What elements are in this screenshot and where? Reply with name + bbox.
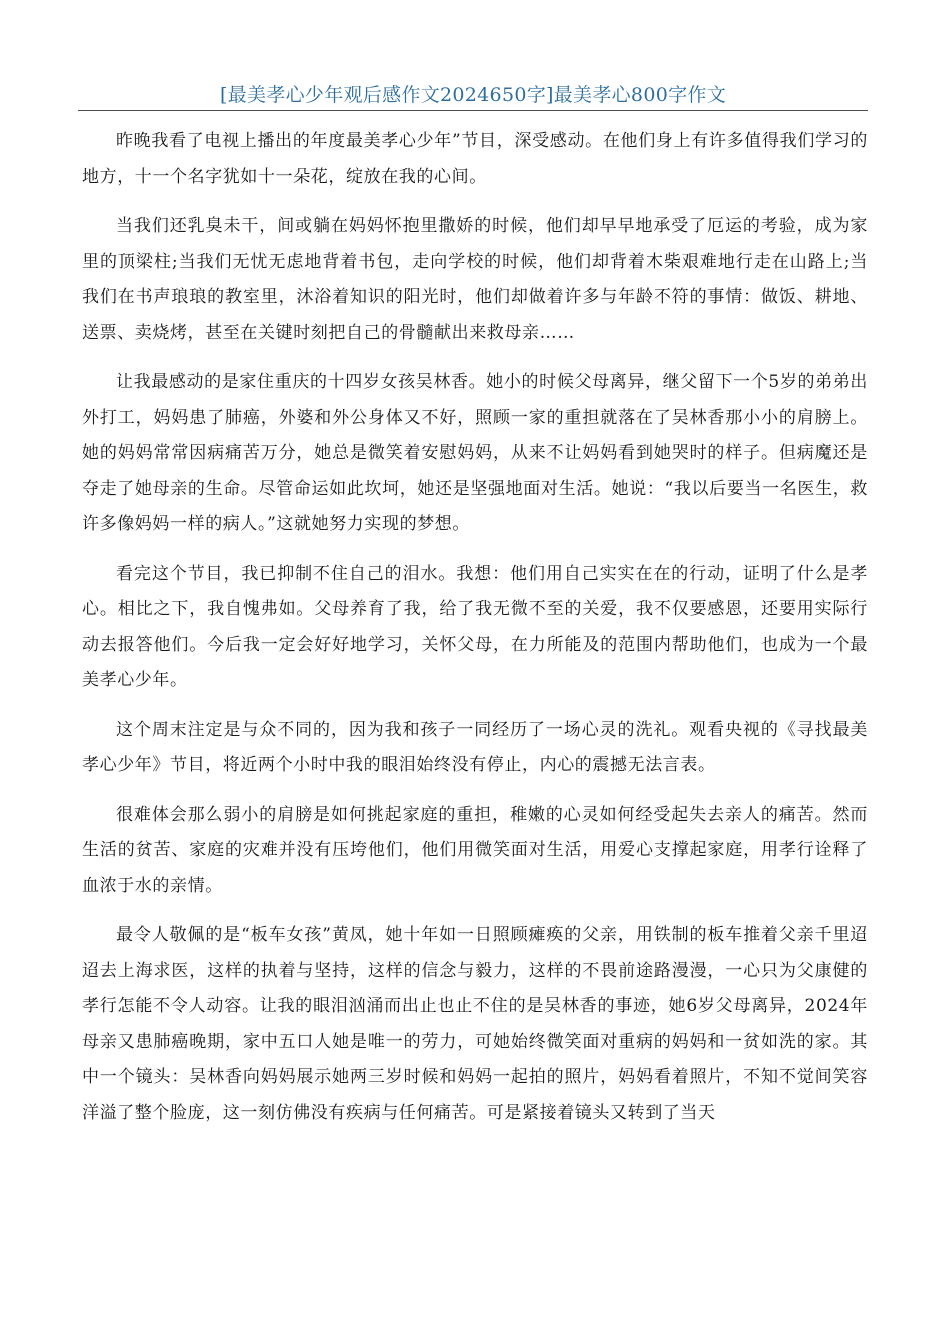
paragraph-1: 昨晚我看了电视上播出的年度最美孝心少年”节目，深受感动。在他们身上有许多值得我们学习的地方，十一个名字犹如十一朵花，绽放在我的心间。 [82, 131, 868, 187]
document-title: [最美孝心少年观后感作文2024650字]最美孝心800字作文 [219, 84, 726, 106]
document-body [82, 124, 868, 1145]
paragraph-5: 这个周末注定是与众不同的，因为我和孩子一同经历了一场心灵的洗礼。观看央视的《寻找最美孝心少年》节目，将近两个小时中我的眼泪始终没有停止，内心的震撼无法言表。 [82, 719, 868, 775]
paragraph-6: 很难体会那么弱小的肩膀是如何挑起家庭的重担，稚嫩的心灵如何经受起失去亲人的痛苦。然而生活的贫苦、家庭的灾难并没有压垮他们，他们用微笑面对生活，用爱心支撑起家庭，用孝行诠释了血浓于水的亲情。 [82, 804, 868, 896]
paragraph-3: 让我最感动的是家住重庆的十四岁女孩吴林香。她小的时候父母离异，继父留下一个5岁的弟弟出外打工，妈妈患了肺癌，外婆和外公身体又不好，照顾一家的重担就落在了吴林香那小小的肩膀上。她的妈妈常常因病痛苦万分，她总是微笑着安慰妈妈，从来不让妈妈看到她哭时的样子。但病魔还是夺走了她母亲的生命。尽管命运如此坎坷，她还是坚强地面对生活。她说：“我以后要当一名医生，救许多像妈妈一样的病人。”这就她努力实现的梦想。 [82, 372, 868, 534]
title-divider [78, 110, 868, 111]
paragraph-2: 当我们还乳臭未干，间或躺在妈妈怀抱里撒娇的时候，他们却早早地承受了厄运的考验，成为家里的顶梁柱;当我们无忧无虑地背着书包，走向学校的时候，他们却背着木柴艰难地行走在山路上;当我们在书声琅琅的教室里，沐浴着知识的阳光时，他们却做着许多与年龄不符的事情：做饭、耕地、送票、卖烧烤，甚至在关键时刻把自己的骨髓献出来救母亲…… [82, 216, 868, 343]
paragraph-7: 最令人敬佩的是“板车女孩”黄凤，她十年如一日照顾瘫痪的父亲，用铁制的板车推着父亲千里迢迢去上海求医，这样的执着与坚持，这样的信念与毅力，这样的不畏前途路漫漫，一心只为父康健的孝行怎能不令人动容。让我的眼泪汹涌而出止也止不住的是吴林香的事迹，她6岁父母离异，2024年母亲又患肺癌晚期，家中五口人她是唯一的劳力，可她始终微笑面对重病的妈妈和一贫如洗的家。其中一个镜头：吴林香向妈妈展示她两三岁时候和妈妈一起拍的照片，妈妈看着照片，不知不觉间笑容洋溢了整个脸庞，这一刻仿佛没有疾病与任何痛苦。可是紧接着镜头又转到了当天 [82, 925, 868, 1123]
paragraph-4: 看完这个节目，我已抑制不住自己的泪水。我想：他们用自己实实在在的行动，证明了什么是孝心。相比之下，我自愧弗如。父母养育了我，给了我无微不至的关爱，我不仅要感恩，还要用实际行动去报答他们。今后我一定会好好地学习，关怀父母，在力所能及的范围内帮助他们，也成为一个最美孝心少年。 [82, 563, 868, 690]
